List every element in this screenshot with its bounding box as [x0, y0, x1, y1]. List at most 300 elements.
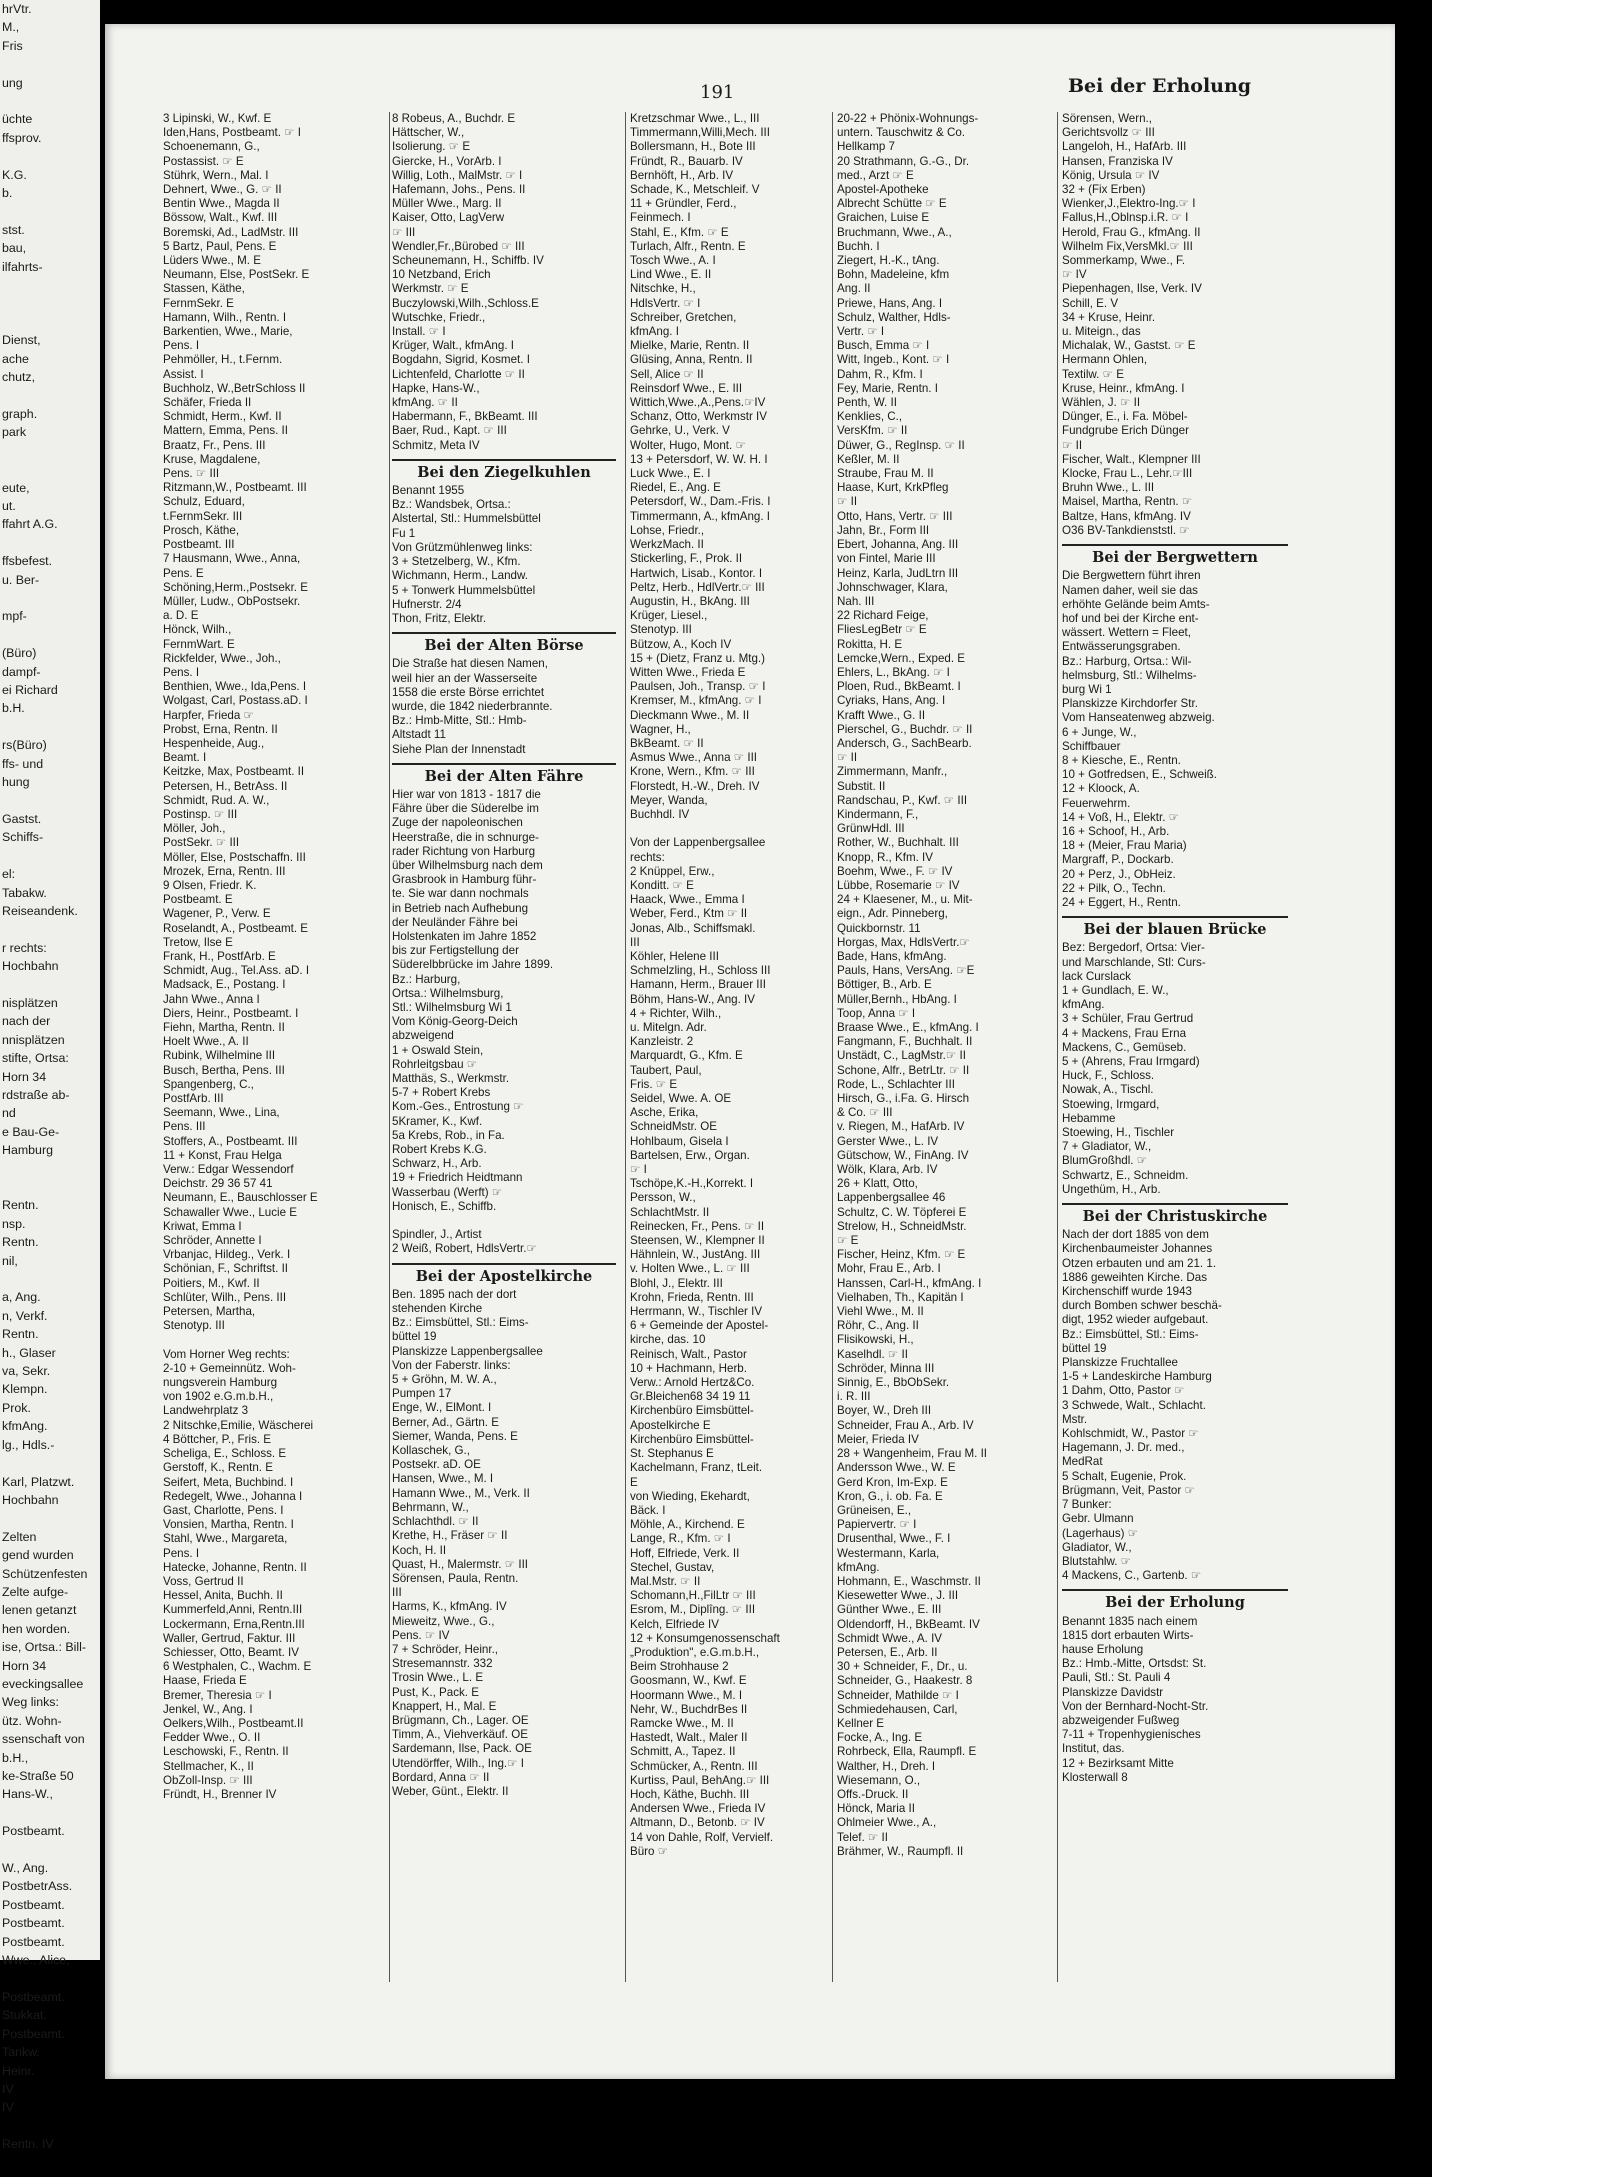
directory-entry: Schmidt Wwe., A. IV [837, 1631, 943, 1645]
directory-entry: Kurtiss, Paul, BehAng.☞ III [630, 1773, 770, 1787]
margin-fragment [0, 1509, 100, 1527]
margin-fragment: Reiseandenk. [2, 903, 78, 918]
directory-entry: med., Arzt ☞ E [837, 168, 914, 182]
margin-fragment [0, 534, 100, 552]
directory-entry: Bordard, Anna ☞ II [392, 1770, 490, 1784]
directory-entry: 6 Westphalen, C., Wachm. E [163, 1660, 312, 1674]
directory-entry: Florstedt, H.-W., Dreh. IV [630, 779, 760, 793]
directory-entry: Hessel, Anita, Buchh. II [163, 1589, 283, 1603]
directory-entry: 7-11 + Tropenhygienisches [1062, 1728, 1201, 1742]
directory-entry: Herrmann, W., Tischler IV [630, 1305, 763, 1319]
directory-entry: Werkmstr. ☞ E [392, 282, 469, 296]
margin-fragment: stst. [2, 222, 25, 237]
directory-entry: Bartelsen, Erw., Organ. [630, 1148, 750, 1162]
directory-entry: Knopp, R., Kfm. IV [837, 850, 934, 864]
directory-entry: Maisel, Martha, Rentn. ☞ [1062, 495, 1193, 509]
directory-entry: Baltze, Hans, kfmAng. IV [1062, 509, 1191, 523]
directory-entry: Fangmann, F., Buchhalt. II [837, 1035, 973, 1049]
directory-entry: Schanz, Otto, Werkmstr IV [630, 410, 768, 424]
margin-fragment [0, 626, 100, 644]
directory-entry: Röhr, C., Ang. II [837, 1319, 919, 1333]
directory-entry: Pierschel, G., Buchdr. ☞ II [837, 722, 973, 736]
margin-fragment: ilfahrts- [2, 259, 43, 274]
previous-page-edge [0, 0, 100, 2152]
directory-entry: Apostel-Apotheke [837, 183, 929, 197]
margin-fragment: lenen getanzt [2, 1603, 77, 1618]
directory-entry: Ohlmeier Wwe., A., [837, 1816, 937, 1830]
directory-entry: Prosch, Käthe, [163, 523, 240, 537]
directory-entry: Steensen, W., Klempner II [630, 1234, 765, 1248]
directory-entry: III [630, 935, 640, 949]
directory-entry: Bez: Bergedorf, Ortsa: Vier- [1062, 941, 1205, 955]
directory-entry: Vonsien, Martha, Rentn. I [163, 1518, 294, 1532]
directory-entry: Bollersmann, H., Bote III [630, 140, 756, 154]
directory-entry: 5 Schalt, Eugenie, Prok. [1062, 1469, 1187, 1483]
margin-fragment [0, 202, 100, 220]
directory-entry: BkBeamt. ☞ II [630, 736, 704, 750]
margin-fragment: Postbeamt. [2, 1934, 65, 1949]
margin-fragment: Schützenfesten [2, 1566, 88, 1581]
directory-entry: Heerstraße, die in schnurge- [392, 830, 539, 844]
directory-entry: Meier, Frieda IV [837, 1432, 919, 1446]
directory-entry: & Co. ☞ III [837, 1106, 893, 1120]
directory-entry: digt, 1952 wieder aufgebaut. [1062, 1313, 1209, 1327]
directory-entry: 7 + Schröder, Heinr., [392, 1642, 499, 1656]
directory-entry: v. Riegen, M., HafArb. IV [837, 1120, 965, 1134]
margin-fragment: W., Ang. [2, 1861, 49, 1876]
directory-entry: Hanssen, Carl-H., kfmAng. I [837, 1276, 982, 1290]
directory-entry: ☞ II [1062, 438, 1083, 452]
directory-entry: i. R. III [837, 1390, 871, 1404]
directory-entry: Rohrbeck, Ella, Raumpfl. E [837, 1745, 977, 1759]
directory-entry: 12 + Bezirksamt Mitte [1062, 1756, 1174, 1770]
directory-entry: Toop, Anna ☞ I [837, 1006, 916, 1020]
margin-fragment [0, 313, 100, 331]
directory-entry: weil hier an der Wasserseite [392, 671, 538, 685]
directory-entry: 7 + Gladiator, W., [1062, 1140, 1152, 1154]
directory-entry: Schlachthdl. ☞ II [392, 1515, 479, 1529]
margin-fragment: Dienst, [2, 333, 41, 348]
directory-entry: Feinmech. I [630, 211, 691, 225]
directory-entry: Lind Wwe., E. II [630, 268, 712, 282]
margin-fragment: Postbeamt. [2, 1824, 65, 1839]
margin-fragment: ise, Ortsa.: Bill- [2, 1640, 86, 1655]
directory-entry: durch Bomben schwer beschä- [1062, 1299, 1222, 1313]
directory-entry: Ungethüm, H., Arb. [1062, 1182, 1161, 1196]
margin-fragment: Postbeamt. [2, 2026, 65, 2041]
margin-fragment [0, 1178, 100, 1196]
directory-entry: Nach der dort 1885 von dem [1062, 1228, 1209, 1242]
directory-entry: Ramcke Wwe., M. II [630, 1716, 734, 1730]
directory-entry: Schulz, Walther, Hdls- [837, 310, 951, 324]
directory-entry: Vom König-Georg-Deich [392, 1015, 518, 1029]
directory-entry: Süderelbbrücke im Jahre 1899. [392, 958, 554, 972]
directory-entry: Siehe Plan der Innenstadt [392, 742, 526, 756]
directory-entry: 12 + Konsumgenossenschaft [630, 1631, 780, 1645]
directory-entry: eign., Adr. Pinneberg, [837, 907, 948, 921]
margin-fragment: stifte, Ortsa: [2, 1051, 69, 1066]
directory-entry: Schmelzling, H., Schloss III [630, 964, 771, 978]
directory-entry: ☞ E [837, 1234, 859, 1248]
margin-fragment: ut. [2, 498, 16, 513]
directory-entry: Mohr, Frau E., Arb. I [837, 1262, 941, 1276]
directory-entry: Straube, Frau M. II [837, 467, 934, 481]
directory-entry: Utendörffer, Wilh., Ing.☞ I [392, 1756, 524, 1770]
directory-entry: PostSekr. ☞ III [163, 836, 240, 850]
directory-entry: Esrom, M., Diplîng. ☞ III [630, 1603, 756, 1617]
directory-entry: Hastedt, Walt., Maler II [630, 1731, 748, 1745]
margin-fragment [0, 147, 100, 165]
directory-entry: Lübbe, Rosemarie ☞ IV [837, 878, 960, 892]
directory-entry: Schawaller Wwe., Lucie E [163, 1205, 298, 1219]
directory-entry: Stoffers, A., Postbeamt. III [163, 1134, 298, 1148]
directory-entry: 5 + (Ahrens, Frau Irmgard) [1062, 1055, 1200, 1068]
directory-entry: Dünger, E., i. Fa. Möbel- [1062, 410, 1188, 424]
directory-entry: Pens. I [163, 1546, 200, 1560]
margin-fragment [0, 920, 100, 938]
directory-entry: Hagemann, J. Dr. med., [1062, 1441, 1185, 1455]
directory-entry: Braase Wwe., E., kfmAng. I [837, 1021, 979, 1034]
directory-entry: Witten Wwe., Frieda E [630, 665, 746, 679]
margin-fragment: Hochbahn [2, 1492, 59, 1507]
directory-entry: Von Grützmühlenweg links: [392, 540, 533, 554]
directory-entry: Wagner, H., [630, 722, 691, 736]
directory-entry: Wienker,J.,Elektro-Ing.☞ I [1062, 197, 1196, 211]
margin-fragment: ache [2, 351, 29, 366]
directory-entry: Weber, Günt., Elektr. II [392, 1784, 509, 1798]
directory-entry: Schade, K., Metschleif. V [630, 183, 760, 197]
directory-entry: 8 + Kiesche, E., Rentn. [1062, 753, 1181, 767]
directory-entry: 20 + Perz, J., ObHeiz. [1062, 867, 1176, 881]
directory-entry: Stenotyp. III [163, 1319, 225, 1333]
margin-fragment [0, 55, 100, 73]
margin-fragment [0, 1804, 100, 1822]
directory-entry: Bz.: Harburg, Ortsa.: Wil- [1062, 654, 1192, 668]
directory-entry: ☞ IV [1062, 268, 1087, 282]
street-heading: Bei den Ziegelkuhlen [392, 459, 616, 484]
directory-entry: Papiervertr. ☞ I [837, 1518, 917, 1532]
directory-entry: 5 + Gröhn, M. W. A., [392, 1373, 497, 1387]
directory-entry: Blohl, J., Elektr. III [630, 1276, 723, 1290]
directory-entry: Wiesemann, O., [837, 1773, 921, 1787]
directory-entry: Walther, H., Dreh. I [837, 1759, 936, 1773]
directory-entry: Grasbrook in Hamburg führ- [392, 873, 537, 887]
directory-entry: Graichen, Luise E [837, 211, 930, 225]
directory-entry: Peltz, Herb., HdlVertr.☞ III [630, 580, 765, 594]
directory-entry: abzweigender Fußweg [1062, 1713, 1180, 1727]
margin-fragment [0, 1454, 100, 1472]
directory-entry: Alstertal, Stl.: Hummelsbüttel [392, 512, 541, 526]
directory-entry: Stoewing, H., Tischler [1062, 1126, 1175, 1140]
directory-entry: Ortsa.: Wilhelmsburg, [392, 986, 504, 1000]
directory-entry: Planskizze Lappenbergsallee [392, 1344, 543, 1358]
margin-fragment: rdstraße ab- [2, 1087, 70, 1102]
directory-entry: Fähre über die Süderelbe im [392, 802, 539, 816]
margin-fragment: Rentn. IV [2, 2137, 54, 2152]
directory-entry: 2 Nitschke,Emilie, Wäscherei [163, 1418, 314, 1432]
directory-entry: von 1902 e.G.m.b.H., [163, 1390, 274, 1404]
margin-fragment [0, 295, 100, 313]
margin-fragment: IV [2, 2100, 14, 2115]
directory-entry: Sörensen, Paula, Rentn. [392, 1571, 519, 1585]
directory-column-2 [392, 112, 616, 2072]
directory-entry: Isolierung. ☞ E [392, 140, 471, 154]
directory-entry: Büro ☞ [630, 1844, 669, 1858]
directory-entry: Müller Wwe., Marg. II [392, 197, 502, 211]
directory-entry: Lichtenfeld, Charlotte ☞ II [392, 367, 525, 381]
directory-entry: Harms, K., kfmAng. IV [392, 1600, 507, 1614]
directory-entry [392, 1214, 616, 1228]
directory-entry: Vertr. ☞ I [837, 325, 885, 339]
margin-fragment: graph. [2, 406, 38, 421]
directory-entry: Stahl, Wwe., Margareta, [163, 1532, 288, 1546]
directory-entry: Kremser, M., kfmAng. ☞ I [630, 694, 762, 708]
margin-fragment: a, Ang. [2, 1290, 41, 1305]
directory-entry: 32 + (Fix Erben) [1062, 183, 1146, 197]
directory-entry: Kom.-Ges., Entrostung ☞ [392, 1100, 524, 1114]
directory-entry: FliesLegBetr ☞ E [837, 623, 927, 637]
street-heading: Bei der blauen Brücke [1062, 916, 1288, 941]
directory-entry: Buchholz, W.,BetrSchloss II [163, 381, 306, 395]
directory-entry: Gerstoff, K., Rentn. E [163, 1461, 273, 1475]
directory-entry: Reinecken, Fr., Pens. ☞ II [630, 1219, 765, 1233]
directory-entry: Stahl, E., Kfm. ☞ E [630, 225, 729, 239]
directory-entry: ☞ I [630, 1163, 647, 1177]
directory-entry: Wolter, Hugo, Mont. ☞ [630, 438, 746, 452]
directory-entry: Hoff, Elfriede, Verk. II [630, 1546, 740, 1560]
margin-fragment [0, 976, 100, 994]
directory-entry: Huck, F., Schloss. [1062, 1069, 1155, 1083]
directory-entry: Kaiser, Otto, LagVerw [392, 211, 505, 225]
directory-entry: Robert Krebs K.G. [392, 1143, 487, 1157]
margin-fragment: nsp. [2, 1216, 26, 1231]
directory-entry: Köhler, Helene III [630, 949, 719, 963]
directory-entry: Schlüter, Wilh., Pens. III [163, 1290, 287, 1304]
directory-entry: Schwarz, H., Arb. [392, 1157, 482, 1171]
directory-entry: Düwer, G., RegInsp. ☞ II [837, 438, 965, 452]
directory-entry: Lockermann, Erna,Rentn.III [163, 1617, 305, 1631]
directory-entry: Poitiers, M., Kwf. II [163, 1276, 260, 1290]
directory-entry: Albrecht Schütte ☞ E [837, 197, 947, 211]
directory-entry: Tosch Wwe., A. I [630, 254, 716, 268]
margin-fragment: ssenschaft von [2, 1732, 85, 1747]
directory-entry: Stechel, Gustav, [630, 1560, 715, 1574]
margin-fragment: e Bau-Ge- [2, 1124, 60, 1139]
directory-entry: Boyer, W., Dreh III [837, 1404, 932, 1418]
directory-entry: Lange, R., Kfm. ☞ I [630, 1532, 731, 1546]
margin-fragment: nach der [2, 1014, 51, 1029]
directory-entry: Hoelt Wwe., A. II [163, 1035, 249, 1049]
margin-fragment: ffahrt A.G. [2, 517, 58, 532]
margin-fragment: h., Glaser [2, 1345, 56, 1360]
directory-entry: Günther Wwe., E. III [837, 1603, 942, 1617]
directory-entry: Pens. I [163, 339, 200, 353]
directory-entry: König, Ursula ☞ IV [1062, 168, 1160, 182]
directory-entry: Bössow, Walt., Kwf. III [163, 211, 278, 225]
directory-entry: Stührk, Wern., Mal. I [163, 168, 269, 182]
directory-entry: 10 + Gotfredsen, E., Schweiß. [1062, 768, 1217, 782]
directory-entry: Mieweitz, Wwe., G., [392, 1614, 495, 1628]
directory-entry: Mal.Mstr. ☞ II [630, 1574, 701, 1588]
directory-entry: Paulsen, Joh., Transp. ☞ I [630, 680, 766, 694]
directory-entry: in Betrieb nach Aufhebung [392, 901, 529, 915]
directory-entry: Von der Bernhard-Nocht-Str. [1062, 1699, 1209, 1713]
margin-fragment: Horn 34 [2, 1069, 47, 1084]
directory-entry: 7 Bunker: [1062, 1498, 1112, 1512]
margin-fragment: Stukkat. [2, 2008, 47, 2023]
directory-entry: WerkzMach. II [630, 538, 704, 552]
directory-entry: Unstädt, C., LagMstr.☞ II [837, 1049, 966, 1063]
directory-entry: Heinz, Karla, JudLtrn III [837, 566, 959, 580]
directory-entry: Benannt 1955 [392, 484, 465, 498]
directory-entry: Mattern, Emma, Pens. II [163, 424, 288, 438]
directory-entry: 5 + Tonwerk Hummelsbüttel [392, 583, 536, 597]
directory-entry: Schone, Alfr., BetrLtr. ☞ II [837, 1063, 970, 1077]
margin-fragment: Rentn. [2, 1327, 39, 1342]
directory-entry: Hoormann Wwe., M. I [630, 1688, 743, 1702]
directory-entry: 2 Knüppel, Erw., [630, 864, 715, 878]
directory-entry: Koch, H. II [392, 1543, 447, 1557]
directory-entry: Vrbanjac, Hildeg., Verk. I [163, 1248, 291, 1262]
margin-fragment: ung [2, 75, 23, 90]
directory-entry: Johnschwager, Klara, [837, 580, 948, 594]
directory-entry: Turlach, Alfr., Rentn. E [630, 239, 746, 253]
margin-fragment: Heinr. [2, 2063, 35, 2078]
directory-entry: Oelkers,Wilh., Postbeamt.II [163, 1716, 304, 1730]
directory-entry: Asmus Wwe., Anna ☞ III [630, 751, 758, 765]
directory-entry: Zimmermann, Manfr., [837, 765, 948, 779]
directory-entry: Hatecke, Johanne, Rentn. II [163, 1560, 307, 1574]
column-rule [625, 112, 626, 1982]
directory-entry: Matthäs, S., Werkmstr. [392, 1072, 510, 1085]
directory-entry: 5 Bartz, Paul, Pens. E [163, 239, 277, 253]
directory-entry: 12 + Kloock, A. [1062, 782, 1140, 796]
directory-entry: Hansen, Wwe., M. I [392, 1472, 494, 1486]
directory-entry: 4 + Richter, Wilh., [630, 1006, 722, 1020]
directory-entry: Lüders Wwe., M. E [163, 254, 261, 268]
directory-entry: v. Holten Wwe., L. ☞ III [630, 1262, 750, 1276]
directory-entry: Haase, Kurt, KrkPfleg [837, 481, 949, 495]
directory-entry: 11 + Konst, Frau Helga [163, 1148, 282, 1162]
margin-fragment: n, Verkf. [2, 1308, 48, 1323]
directory-entry: Wasserbau (Werft) ☞ [392, 1185, 503, 1199]
margin-fragment: b.H., [2, 1750, 29, 1765]
directory-entry: Bernhöft, H., Arb. IV [630, 168, 734, 182]
margin-fragment: ffsprov. [2, 130, 42, 145]
margin-fragment: Postbeamt. [2, 1897, 65, 1912]
margin-fragment: Rentn. [2, 1198, 39, 1213]
directory-entry: 10 + Hachmann, Herb. [630, 1361, 747, 1375]
directory-entry: Assist. I [163, 367, 204, 381]
directory-entry: Iden,Hans, Postbeamt. ☞ I [163, 126, 301, 140]
margin-fragment: PostbetrAss. [2, 1879, 73, 1894]
directory-entry: Schneider, G., Haakestr. 8 [837, 1674, 973, 1688]
directory-entry: Bade, Hans, kfmAng. [837, 949, 947, 963]
directory-entry: Brähmer, W., Raumpfl. II [837, 1844, 964, 1858]
directory-entry: Hönck, Wilh., [163, 623, 232, 637]
directory-entry: Wittich,Wwe.,A.,Pens.☞IV [630, 396, 766, 410]
directory-entry: Jahn, Br., Form III [837, 523, 930, 537]
margin-fragment: u. Ber- [2, 572, 40, 587]
directory-entry: Siemer, Wanda, Pens. E [392, 1429, 518, 1443]
margin-fragment [0, 1969, 100, 1987]
directory-entry: bis zur Fertigstellung der [392, 944, 519, 958]
margin-fragment: Prok. [2, 1400, 31, 1415]
margin-fragment [0, 1160, 100, 1178]
margin-fragment: hrVtr. [2, 2, 32, 16]
directory-entry: Verw.: Edgar Wessendorf [163, 1163, 294, 1177]
directory-entry: Schulz, Eduard, [163, 495, 245, 509]
directory-entry: Piepenhagen, Ilse, Verk. IV [1062, 282, 1202, 296]
directory-entry: von Wieding, Ekehardt, [630, 1489, 750, 1503]
directory-entry: Frank, H., PostfArb. E [163, 949, 276, 963]
directory-entry: Ziegert, H.-K., tAng. [837, 254, 940, 268]
directory-entry: Giercke, H., VorArb. I [392, 154, 502, 168]
directory-entry: Schönian, F., Schriftst. II [163, 1262, 289, 1276]
directory-entry: Penth, W. II [837, 396, 897, 410]
directory-entry: Fallus,H.,Oblnsp.i.R. ☞ I [1062, 211, 1189, 225]
directory-entry: Witt, Ingeb., Kont. ☞ I [837, 353, 950, 367]
directory-entry: Schneider, Mathilde ☞ I [837, 1688, 959, 1702]
directory-entry: Langeloh, H., HafArb. III [1062, 140, 1187, 154]
directory-entry: Mstr. [1062, 1412, 1088, 1426]
directory-entry: Lohse, Friedr., [630, 523, 705, 537]
directory-entry: Dieckmann Wwe., M. II [630, 708, 750, 722]
directory-entry: Altmann, D., Betonb. ☞ IV [630, 1816, 765, 1830]
directory-entry: Schiesser, Otto, Beamt. IV [163, 1645, 299, 1659]
directory-entry: 13 + Petersdorf, W. W. H. I [630, 452, 768, 466]
directory-entry: Keitzke, Max, Postbeamt. II [163, 765, 305, 779]
directory-entry: 5Kramer, K., Kwf. [392, 1114, 483, 1128]
directory-entry: 24 + Eggert, H., Rentn. [1062, 895, 1181, 909]
directory-entry: Möller, Else, Postschaffn. III [163, 850, 306, 864]
directory-entry: Fundgrube Erich Dünger [1062, 424, 1189, 438]
directory-entry: Goosmann, W., Kwf. E [630, 1674, 747, 1688]
directory-entry: 20-22 + Phönix-Wohnungs- [837, 112, 979, 125]
directory-entry: abzweigend [392, 1029, 454, 1043]
directory-entry: Hafemann, Johs., Pens. II [392, 183, 526, 197]
directory-entry: Wölk, Klara, Arb. IV [837, 1163, 938, 1177]
directory-entry: Pens. I [163, 665, 200, 679]
street-heading: Bei der Apostelkirche [392, 1263, 616, 1288]
directory-entry: Quickbornstr. 11 [837, 921, 921, 935]
directory-entry: Schiffbauer [1062, 739, 1121, 753]
directory-entry: 11 + Gründler, Ferd., [630, 197, 737, 211]
directory-entry: 4 Böttcher, P., Fris. E [163, 1432, 272, 1446]
street-heading: Bei der Bergwettern [1062, 544, 1288, 569]
directory-entry: Timmermann, A., kfmAng. I [630, 509, 771, 523]
margin-fragment: rs(Büro) [2, 738, 47, 753]
directory-entry: erhöhte Gelände beim Amts- [1062, 597, 1210, 611]
directory-entry: büttel 19 [1062, 1341, 1107, 1355]
directory-entry: Schöning,Herm.,Postsekr. E [163, 580, 308, 594]
directory-entry [630, 822, 854, 836]
directory-entry: Kelch, Elfriede IV [630, 1617, 719, 1631]
directory-entry: Spangenberg, C., [163, 1077, 254, 1091]
directory-entry: Bogdahn, Sigrid, Kosmet. I [392, 353, 530, 367]
directory-entry: Stoewing, Irmgard, [1062, 1097, 1160, 1111]
directory-entry: 26 + Klatt, Otto, [837, 1177, 918, 1191]
directory-entry: Hespenheide, Aug., [163, 736, 265, 750]
directory-entry: Kiesewetter Wwe., J. III [837, 1589, 959, 1603]
directory-entry: Bremer, Theresia ☞ I [163, 1688, 272, 1702]
directory-column-5 [1062, 112, 1288, 2072]
directory-entry: Enge, W., ElMont. I [392, 1401, 492, 1415]
directory-entry: Apostelkirche E [630, 1418, 711, 1432]
directory-entry: Stickerling, F., Prok. II [630, 552, 743, 566]
directory-entry: Böttiger, B., Arb. E [837, 978, 932, 992]
directory-entry: Brügmann, Ch., Lager. OE [392, 1713, 529, 1727]
